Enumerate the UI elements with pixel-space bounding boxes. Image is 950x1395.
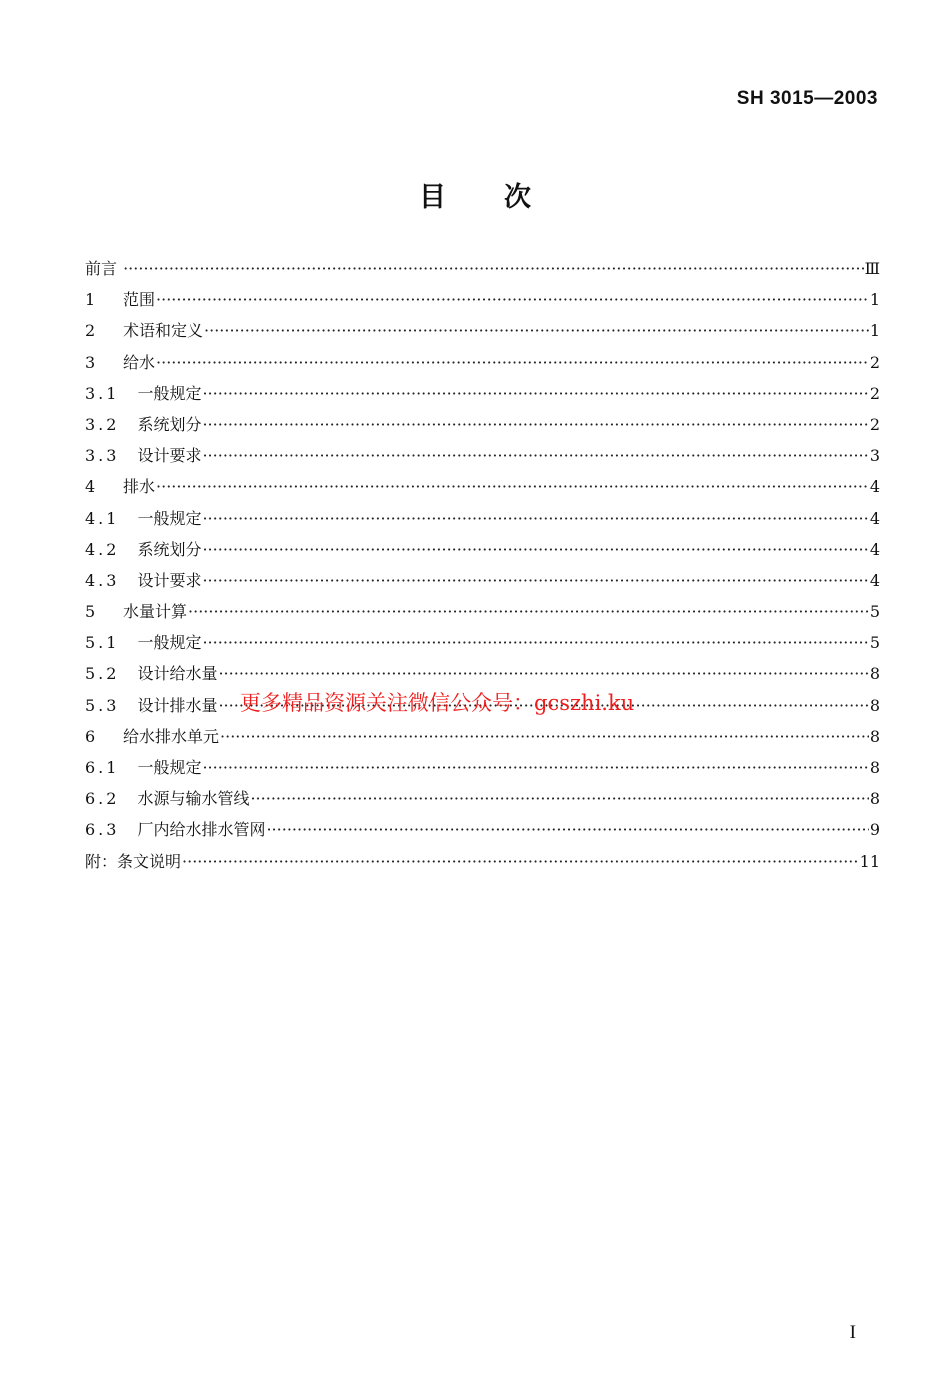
toc-entry-label: 给水 [123,352,156,372]
toc-entry[interactable] [85,506,880,537]
toc-leader-dots [202,633,868,652]
toc-entry-label: 一般规定 [137,383,202,403]
toc-leader-dots [188,602,869,621]
toc-entry-label: 附：条文说明 [85,851,182,871]
toc-entry-label: 厂内给水排水管网 [137,820,266,840]
toc-entry-number: 5.2 [85,664,120,684]
toc-leader-dots [156,353,869,372]
watermark-text: 更多精品资源关注微信公众号：gcszhi.ku [240,691,635,715]
toc-entry-label: 设计给水量 [137,664,218,684]
toc-entry-label: 设计要求 [137,446,202,466]
toc-entry-number: 3.1 [85,383,120,403]
toc-entry-page: 4 [869,539,880,559]
toc-entry-number: 6.3 [85,820,120,840]
toc-leader-dots [202,384,868,403]
toc-entry-number: 6.1 [85,758,120,777]
toc-title [0,175,950,214]
toc-entry-page: 2 [869,383,880,403]
toc-entry-number: 5 [85,602,99,622]
toc-leader-dots [204,321,869,340]
toc-entry[interactable] [85,755,880,786]
toc-entry-page: 2 [869,414,880,434]
toc-entry-label: 设计排水量 [137,695,218,715]
toc-leader-dots [220,727,869,746]
toc-leader-dots [266,820,868,839]
toc-entry-label: 水量计算 [123,602,188,622]
toc-leader-dots [218,664,868,683]
document-code: SH 3015—2003 [736,88,878,109]
toc-entry[interactable] [85,412,880,443]
toc-entry-page: 4 [869,477,880,497]
toc-entry-label: 设计要求 [137,570,202,590]
toc-entry-label: 排水 [123,477,156,497]
toc-title-right: 次 [504,182,531,213]
toc-entry-page: 9 [869,820,880,840]
toc-leader-dots [156,477,869,496]
toc-entry-label: 给水排水单元 [123,726,220,746]
toc-leader-dots [202,509,868,528]
toc-entry[interactable] [85,318,880,349]
toc-entry-page: Ⅲ [864,259,880,278]
toc-entry-number: 3 [85,352,99,372]
toc-entry-number: 3.2 [85,414,120,434]
toc-entry-page: 11 [859,851,880,871]
toc-entry-label: 范围 [123,290,156,310]
toc-entry-page: 8 [869,664,880,684]
toc-entry-number: 6 [85,726,99,746]
toc-entry-page: 8 [869,695,880,715]
toc-entry-page: 8 [869,789,880,809]
toc-entry-page: 4 [869,570,880,590]
toc-entry[interactable] [85,630,880,661]
toc-entry-number: 2 [85,321,99,341]
toc-entry-page: 5 [869,602,880,622]
toc-entry-label: 系统划分 [137,414,202,434]
toc-entry-label: 一般规定 [137,633,202,653]
toc-entry-label: 前言 [85,259,123,278]
toc-leader-dots [202,415,868,434]
toc-entry[interactable] [85,474,880,505]
toc-entry[interactable] [85,287,880,318]
toc-entry-page: 2 [869,352,880,372]
toc-leader-dots [202,758,868,777]
toc-entry[interactable] [85,537,880,568]
toc-entry[interactable] [85,599,880,630]
toc-leader-dots [156,290,869,309]
toc-entry-number: 6.2 [85,789,120,809]
toc-leader-dots [202,540,868,559]
toc-entry-number: 5.1 [85,633,120,653]
toc-entry-label: 术语和定义 [123,321,204,341]
toc-entry-page: 3 [869,446,880,466]
toc-entry-page: 5 [869,633,880,653]
toc-entry-page: 1 [869,290,880,310]
toc-entry-label: 一般规定 [137,508,202,528]
toc-entry-label: 一般规定 [137,758,202,777]
toc-leader-dots [182,852,859,871]
toc-entry-page: 8 [869,758,880,777]
toc-leader-dots [123,259,863,278]
toc-entry-number: 3.3 [85,446,120,466]
toc-entry-number: 5.3 [85,695,120,715]
toc-entry[interactable] [85,256,880,287]
toc-entry[interactable] [85,849,880,880]
toc-entry-number: 1 [85,290,99,310]
toc-list [85,256,880,880]
toc-entry-number: 4.1 [85,508,120,528]
toc-entry-number: 4.2 [85,539,120,559]
toc-entry[interactable] [85,817,880,848]
toc-entry-page: 1 [869,321,880,341]
toc-entry-page: 8 [869,726,880,746]
toc-entry[interactable] [85,443,880,474]
toc-leader-dots [202,571,868,590]
toc-entry[interactable] [85,786,880,817]
toc-entry-page: 4 [869,508,880,528]
page-number: I [849,1322,856,1343]
toc-leader-dots [250,789,868,808]
toc-title-left: 目 [419,182,446,213]
toc-entry-label: 系统划分 [137,539,202,559]
toc-leader-dots [202,446,868,465]
toc-entry-label: 水源与输水管线 [137,789,250,809]
toc-entry[interactable] [85,350,880,381]
toc-entry-number: 4 [85,477,99,497]
toc-entry[interactable] [85,568,880,599]
toc-entry[interactable] [85,381,880,412]
toc-entry[interactable] [85,724,880,755]
toc-entry-number: 4.3 [85,570,120,590]
